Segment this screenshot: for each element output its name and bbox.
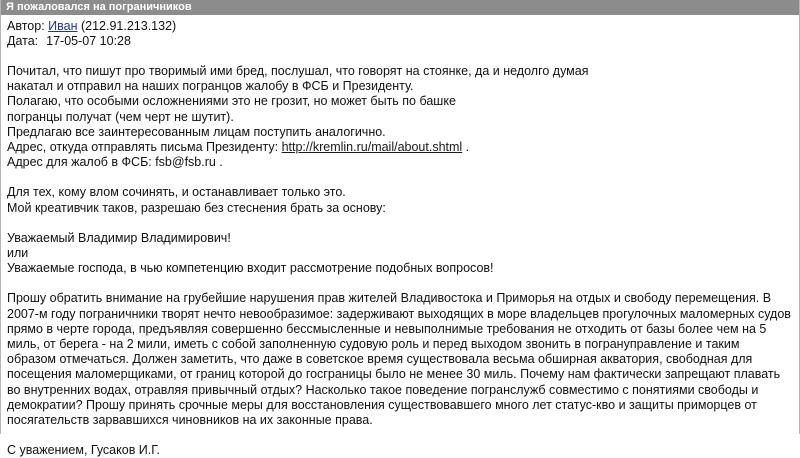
- post-title: Я пожаловался на пограничников: [6, 1, 192, 13]
- president-address-line: [7, 140, 791, 155]
- text-line: Мой креативчик таков, разрешаю без стеснения брать за основу:: [7, 200, 386, 215]
- author-label: Автор:: [7, 19, 45, 33]
- post-body: [1, 49, 799, 458]
- author-ip: (212.91.213.132): [80, 19, 177, 33]
- text-line: накатал и отправил на наших погранцов жалобу в ФСБ и Президенту.: [7, 79, 414, 94]
- author-link[interactable]: Иван: [48, 19, 78, 33]
- text-line: Почитал, что пишут про творимый ими бред, послушал, что говорят на стоянке, да и недолго думая: [7, 64, 589, 78]
- complaint-paragraph: Прошу обратить внимание на грубейшие нарушения прав жителей Владивостока и Приморья на отдых и свободу перемещения. В 2007-м году пограничники творят нечто невообразимое: задерживают выходящих в море владельцев прогулочных маломерных судов прямо в черте города, предъявляя совершенно бессмысленные и невыполнимые требования не отходить от базы более чем на 5 миль, от берега - на 2 мили, иметь с собой заполненную судовую роль и перед выходом звонить в погрануправление и таким образом отмечаться. Должен заметить, что даже в советское время существовала весьма обширная акватория, свободная для посещения маломерщиками, от границ которой до госграницы было не менее 30 миль. Почему нам фактически запрещают плавать во внутренних водах, отравляя привычный отдых? Насколько такое поведение погранслужб совместимо с понятиями свободы и демократии? Прошу принять срочные меры для восстановления существовавшего много лет статус-кво и защиты приморцев от посягательств зарвавшихся чиновников на их законные права.: [7, 291, 791, 428]
- text-line: погранцы получат (чем черт не шутит).: [7, 109, 234, 124]
- greeting-paragraph: [7, 231, 791, 277]
- text-line: Полагаю, что особыми осложнениями это не грозит, но может быть по башке: [7, 94, 456, 109]
- date-value: 17-05-07 10:28: [46, 34, 131, 48]
- instructions-paragraph: [7, 185, 791, 215]
- text-line: Уважаемые господа, в чью компетенцию входит рассмотрение подобных вопросов!: [7, 261, 494, 276]
- text-line: Для тех, кому влом сочинять, и останавливает только это.: [7, 185, 346, 200]
- post-meta: [1, 19, 799, 49]
- president-address-label: Адрес, откуда отправлять письма Президенту:: [7, 140, 282, 155]
- text-line: или: [7, 246, 29, 261]
- text-line: Предлагаю все заинтересованным лицам поступить аналогично.: [7, 124, 386, 139]
- text-line: Уважаемый Владимир Владимирович!: [7, 230, 231, 245]
- kremlin-link[interactable]: http://kremlin.ru/mail/about.shtml: [281, 140, 463, 155]
- date-row: [7, 34, 799, 49]
- intro-paragraph: [7, 64, 791, 170]
- signature: С уважением, Гусаков И.Г.: [7, 443, 160, 458]
- post-title-bar: [1, 0, 799, 15]
- president-address-suffix: .: [462, 140, 470, 155]
- author-row: [7, 19, 799, 34]
- date-label: Дата:: [7, 34, 39, 48]
- fsb-address-line: Адрес для жалоб в ФСБ: fsb@fsb.ru .: [7, 155, 223, 170]
